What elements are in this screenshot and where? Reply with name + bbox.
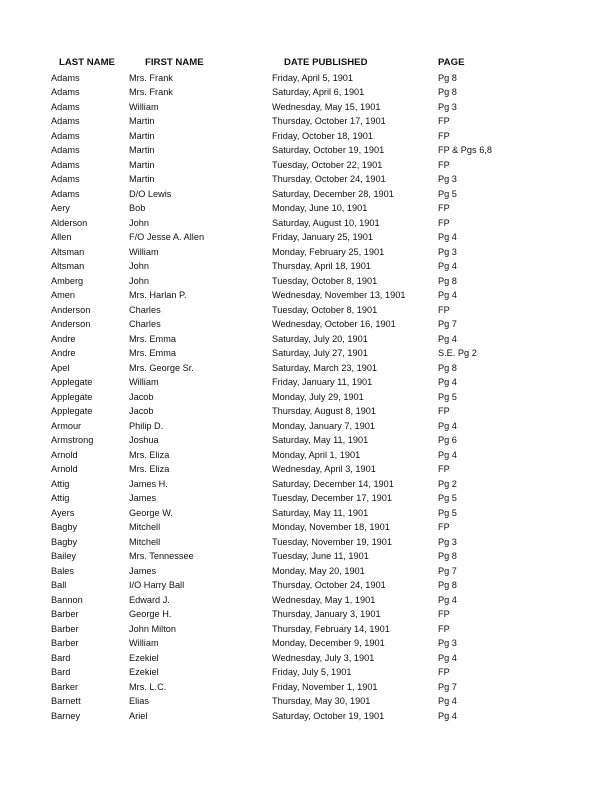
table-row <box>51 288 498 303</box>
first-name-cell: Martin <box>129 116 155 126</box>
first-name-cell: John <box>129 261 149 271</box>
date-published-cell: Monday, December 9, 1901 <box>272 638 385 648</box>
last-name-cell: Amberg <box>51 275 84 286</box>
page-cell: FP <box>438 217 450 228</box>
last-name-cell: Armour <box>51 420 82 431</box>
page-cell: Pg 4 <box>438 232 457 242</box>
page-cell: Pg 8 <box>438 72 457 83</box>
table-row <box>51 694 498 709</box>
table-row <box>51 680 498 695</box>
table-row <box>51 100 498 115</box>
header-row <box>51 56 498 71</box>
table-row <box>51 187 498 202</box>
page-cell: Pg 4 <box>438 420 457 431</box>
last-name-cell: Barber <box>51 609 79 619</box>
obituary-index-table <box>51 56 498 723</box>
page-cell: FP <box>438 130 450 141</box>
page-cell: Pg 4 <box>438 449 457 460</box>
first-name-cell: Ezekiel <box>129 667 159 677</box>
last-name-cell: Andre <box>51 348 76 358</box>
table-row <box>51 636 498 651</box>
last-name-cell: Ayers <box>51 507 75 518</box>
page-cell: Pg 8 <box>438 87 457 97</box>
header-date-published: DATE PUBLISHED <box>284 57 368 68</box>
first-name-cell: James <box>129 565 157 576</box>
page-cell: S.E. Pg 2 <box>438 348 477 358</box>
page-cell: Pg 3 <box>438 246 457 257</box>
first-name-cell: George W. <box>129 507 173 518</box>
table-row <box>51 535 498 550</box>
first-name-cell: William <box>129 638 159 648</box>
first-name-cell: Mrs. Emma <box>129 348 176 358</box>
table-row <box>51 332 498 347</box>
first-name-cell: Ezekiel <box>129 652 159 663</box>
date-published-cell: Saturday, October 19, 1901 <box>272 710 385 721</box>
page-cell: Pg 3 <box>438 174 457 184</box>
date-published-cell: Thursday, January 3, 1901 <box>272 609 381 619</box>
table-row <box>51 71 498 86</box>
date-published-cell: Saturday, March 23, 1901 <box>272 362 378 373</box>
last-name-cell: Anderson <box>51 319 91 329</box>
date-published-cell: Thursday, August 8, 1901 <box>272 406 377 416</box>
table-row <box>51 375 498 390</box>
table-row <box>51 317 498 332</box>
first-name-cell: James H. <box>129 478 168 489</box>
first-name-cell: Edward J. <box>129 594 170 605</box>
last-name-cell: Bard <box>51 667 71 677</box>
first-name-cell: Mrs. Tennessee <box>129 551 194 561</box>
table-row <box>51 491 498 506</box>
page-cell: Pg 4 <box>438 594 457 605</box>
page-cell: FP <box>438 464 450 474</box>
table-row <box>51 477 498 492</box>
first-name-cell: George H. <box>129 609 172 619</box>
first-name-cell: Jacob <box>129 406 154 416</box>
table-row <box>51 520 498 535</box>
last-name-cell: Adams <box>51 116 80 126</box>
date-published-cell: Saturday, May 11, 1901 <box>272 435 369 445</box>
first-name-cell: John Milton <box>129 623 176 634</box>
first-name-cell: William <box>129 377 159 387</box>
page-cell: Pg 2 <box>438 478 457 489</box>
first-name-cell: D/O Lewis <box>129 188 172 199</box>
first-name-cell: Mrs. Emma <box>129 333 176 344</box>
date-published-cell: Saturday, August 10, 1901 <box>272 217 380 228</box>
last-name-cell: Adams <box>51 188 80 199</box>
page-cell: Pg 4 <box>438 290 457 300</box>
table-row <box>51 129 498 144</box>
header-first-name: FIRST NAME <box>145 57 204 68</box>
page-cell: FP <box>438 522 450 532</box>
page-cell: Pg 7 <box>438 565 457 576</box>
last-name-cell: Bales <box>51 565 74 576</box>
date-published-cell: Monday, February 25, 1901 <box>272 246 385 257</box>
first-name-cell: Bob <box>129 203 146 213</box>
date-published-cell: Monday, June 10, 1901 <box>272 203 368 213</box>
last-name-cell: Bailey <box>51 551 77 561</box>
first-name-cell: Mrs. Eliza <box>129 464 170 474</box>
date-published-cell: Wednesday, May 15, 1901 <box>272 101 381 112</box>
last-name-cell: Adams <box>51 130 80 141</box>
table-row <box>51 390 498 405</box>
table-row <box>51 622 498 637</box>
page-cell: Pg 5 <box>438 507 457 518</box>
page-cell: Pg 6 <box>438 435 457 445</box>
date-published-cell: Thursday, October 24, 1901 <box>272 580 386 590</box>
last-name-cell: Alderson <box>51 217 88 228</box>
last-name-cell: Apel <box>51 362 70 373</box>
first-name-cell: Joshua <box>129 435 159 445</box>
page-cell: Pg 3 <box>438 638 457 648</box>
last-name-cell: Barker <box>51 681 79 692</box>
page-cell: FP <box>438 159 450 170</box>
page-cell: FP <box>438 623 450 634</box>
date-published-cell: Tuesday, June 11, 1901 <box>272 551 369 561</box>
table-row <box>51 303 498 318</box>
page-cell: FP <box>438 116 450 126</box>
last-name-cell: Adams <box>51 145 80 155</box>
date-published-cell: Friday, July 5, 1901 <box>272 667 352 677</box>
header-page: PAGE <box>438 57 465 68</box>
first-name-cell: Martin <box>129 130 155 141</box>
date-published-cell: Tuesday, November 19, 1901 <box>272 536 393 547</box>
first-name-cell: John <box>129 275 149 286</box>
page-cell: Pg 7 <box>438 681 457 692</box>
first-name-cell: F/O Jesse A. Allen <box>129 232 205 242</box>
last-name-cell: Applegate <box>51 406 93 416</box>
last-name-cell: Anderson <box>51 304 91 315</box>
page-cell: Pg 3 <box>438 101 457 112</box>
page-cell: FP <box>438 609 450 619</box>
date-published-cell: Tuesday, October 8, 1901 <box>272 275 378 286</box>
first-name-cell: Ariel <box>129 710 148 721</box>
first-name-cell: Martin <box>129 159 155 170</box>
table-row <box>51 158 498 173</box>
last-name-cell: Arnold <box>51 449 78 460</box>
date-published-cell: Saturday, April 6, 1901 <box>272 87 365 97</box>
table-row <box>51 85 498 100</box>
last-name-cell: Adams <box>51 101 80 112</box>
last-name-cell: Attig <box>51 493 70 503</box>
date-published-cell: Saturday, October 19, 1901 <box>272 145 385 155</box>
last-name-cell: Attig <box>51 478 70 489</box>
date-published-cell: Tuesday, October 8, 1901 <box>272 304 378 315</box>
header-last-name: LAST NAME <box>59 57 115 68</box>
first-name-cell: Mrs. Frank <box>129 87 173 97</box>
table-row <box>51 419 498 434</box>
table-row <box>51 665 498 680</box>
first-name-cell: William <box>129 101 159 112</box>
date-published-cell: Friday, November 1, 1901 <box>272 681 378 692</box>
page-cell: FP <box>438 203 450 213</box>
table-row <box>51 593 498 608</box>
last-name-cell: Bagby <box>51 536 78 547</box>
last-name-cell: Barnett <box>51 696 81 706</box>
date-published-cell: Friday, January 25, 1901 <box>272 232 373 242</box>
table-row <box>51 462 498 477</box>
first-name-cell: Jacob <box>129 391 154 402</box>
first-name-cell: Mrs. Frank <box>129 72 173 83</box>
table-row <box>51 433 498 448</box>
table-row <box>51 448 498 463</box>
table-row <box>51 216 498 231</box>
last-name-cell: Adams <box>51 159 80 170</box>
table-body <box>51 71 498 724</box>
first-name-cell: Mrs. L.C. <box>129 681 167 692</box>
page-cell: Pg 4 <box>438 261 457 271</box>
table-row <box>51 245 498 260</box>
date-published-cell: Monday, January 7, 1901 <box>272 420 375 431</box>
page-cell: Pg 5 <box>438 391 457 402</box>
date-published-cell: Friday, January 11, 1901 <box>272 377 373 387</box>
table-row <box>51 172 498 187</box>
date-published-cell: Wednesday, April 3, 1901 <box>272 464 376 474</box>
table-row <box>51 114 498 129</box>
table-row <box>51 259 498 274</box>
last-name-cell: Altsman <box>51 246 85 257</box>
first-name-cell: I/O Harry Ball <box>129 580 185 590</box>
date-published-cell: Wednesday, May 1, 1901 <box>272 594 376 605</box>
date-published-cell: Tuesday, October 22, 1901 <box>272 159 383 170</box>
date-published-cell: Saturday, July 20, 1901 <box>272 333 368 344</box>
table-row <box>51 607 498 622</box>
page-cell: FP <box>438 304 450 315</box>
table-row <box>51 651 498 666</box>
last-name-cell: Ball <box>51 580 67 590</box>
first-name-cell: Mrs. George Sr. <box>129 362 194 373</box>
date-published-cell: Saturday, July 27, 1901 <box>272 348 368 358</box>
page-cell: Pg 4 <box>438 710 457 721</box>
last-name-cell: Adams <box>51 72 80 83</box>
first-name-cell: Charles <box>129 319 161 329</box>
page-cell: Pg 3 <box>438 536 457 547</box>
date-published-cell: Saturday, December 14, 1901 <box>272 478 394 489</box>
page-cell: Pg 4 <box>438 696 457 706</box>
date-published-cell: Friday, April 5, 1901 <box>272 72 354 83</box>
page-cell: Pg 5 <box>438 188 457 199</box>
table-row <box>51 709 498 724</box>
table-row <box>51 549 498 564</box>
date-published-cell: Tuesday, December 17, 1901 <box>272 493 393 503</box>
table-row <box>51 201 498 216</box>
first-name-cell: Elias <box>129 696 149 706</box>
date-published-cell: Thursday, October 24, 1901 <box>272 174 386 184</box>
last-name-cell: Adams <box>51 87 80 97</box>
date-published-cell: Saturday, December 28, 1901 <box>272 188 394 199</box>
page-cell: Pg 4 <box>438 333 457 344</box>
last-name-cell: Andre <box>51 333 76 344</box>
page-cell: Pg 8 <box>438 275 457 286</box>
page-cell: Pg 8 <box>438 580 457 590</box>
first-name-cell: William <box>129 246 159 257</box>
last-name-cell: Barber <box>51 638 79 648</box>
page-cell: Pg 4 <box>438 652 457 663</box>
last-name-cell: Altsman <box>51 261 85 271</box>
date-published-cell: Saturday, May 11, 1901 <box>272 507 369 518</box>
table-row <box>51 404 498 419</box>
date-published-cell: Monday, November 18, 1901 <box>272 522 390 532</box>
first-name-cell: Charles <box>129 304 161 315</box>
table-row <box>51 361 498 376</box>
table-row <box>51 578 498 593</box>
page-cell: FP <box>438 667 450 677</box>
last-name-cell: Aery <box>51 203 70 213</box>
date-published-cell: Monday, May 20, 1901 <box>272 565 365 576</box>
table-row <box>51 274 498 289</box>
last-name-cell: Amen <box>51 290 76 300</box>
last-name-cell: Bagby <box>51 522 78 532</box>
date-published-cell: Monday, July 29, 1901 <box>272 391 364 402</box>
page-cell: FP & Pgs 6,8 <box>438 145 492 155</box>
first-name-cell: Mitchell <box>129 522 161 532</box>
first-name-cell: Martin <box>129 174 155 184</box>
date-published-cell: Wednesday, November 13, 1901 <box>272 290 406 300</box>
date-published-cell: Monday, April 1, 1901 <box>272 449 361 460</box>
date-published-cell: Thursday, April 18, 1901 <box>272 261 371 271</box>
table-row <box>51 230 498 245</box>
page-cell: Pg 4 <box>438 377 457 387</box>
last-name-cell: Barney <box>51 710 81 721</box>
first-name-cell: John <box>129 217 149 228</box>
page-cell: Pg 8 <box>438 551 457 561</box>
date-published-cell: Wednesday, October 16, 1901 <box>272 319 396 329</box>
date-published-cell: Thursday, February 14, 1901 <box>272 623 390 634</box>
first-name-cell: Martin <box>129 145 155 155</box>
date-published-cell: Wednesday, July 3, 1901 <box>272 652 375 663</box>
first-name-cell: Mitchell <box>129 536 161 547</box>
page-cell: FP <box>438 406 450 416</box>
table-row <box>51 506 498 521</box>
last-name-cell: Applegate <box>51 391 93 402</box>
page-cell: Pg 8 <box>438 362 457 373</box>
page-cell: Pg 7 <box>438 319 457 329</box>
first-name-cell: Philip D. <box>129 420 164 431</box>
last-name-cell: Bard <box>51 652 71 663</box>
last-name-cell: Armstrong <box>51 435 94 445</box>
last-name-cell: Adams <box>51 174 80 184</box>
last-name-cell: Bannon <box>51 594 83 605</box>
first-name-cell: Mrs. Harlan P. <box>129 290 187 300</box>
last-name-cell: Allen <box>51 232 72 242</box>
date-published-cell: Thursday, October 17, 1901 <box>272 116 386 126</box>
page-cell: Pg 5 <box>438 493 457 503</box>
first-name-cell: James <box>129 493 157 503</box>
date-published-cell: Thursday, May 30, 1901 <box>272 696 371 706</box>
table-row <box>51 346 498 361</box>
table-row <box>51 564 498 579</box>
date-published-cell: Friday, October 18, 1901 <box>272 130 373 141</box>
last-name-cell: Barber <box>51 623 79 634</box>
first-name-cell: Mrs. Eliza <box>129 449 170 460</box>
last-name-cell: Arnold <box>51 464 78 474</box>
table-row <box>51 143 498 158</box>
last-name-cell: Applegate <box>51 377 93 387</box>
